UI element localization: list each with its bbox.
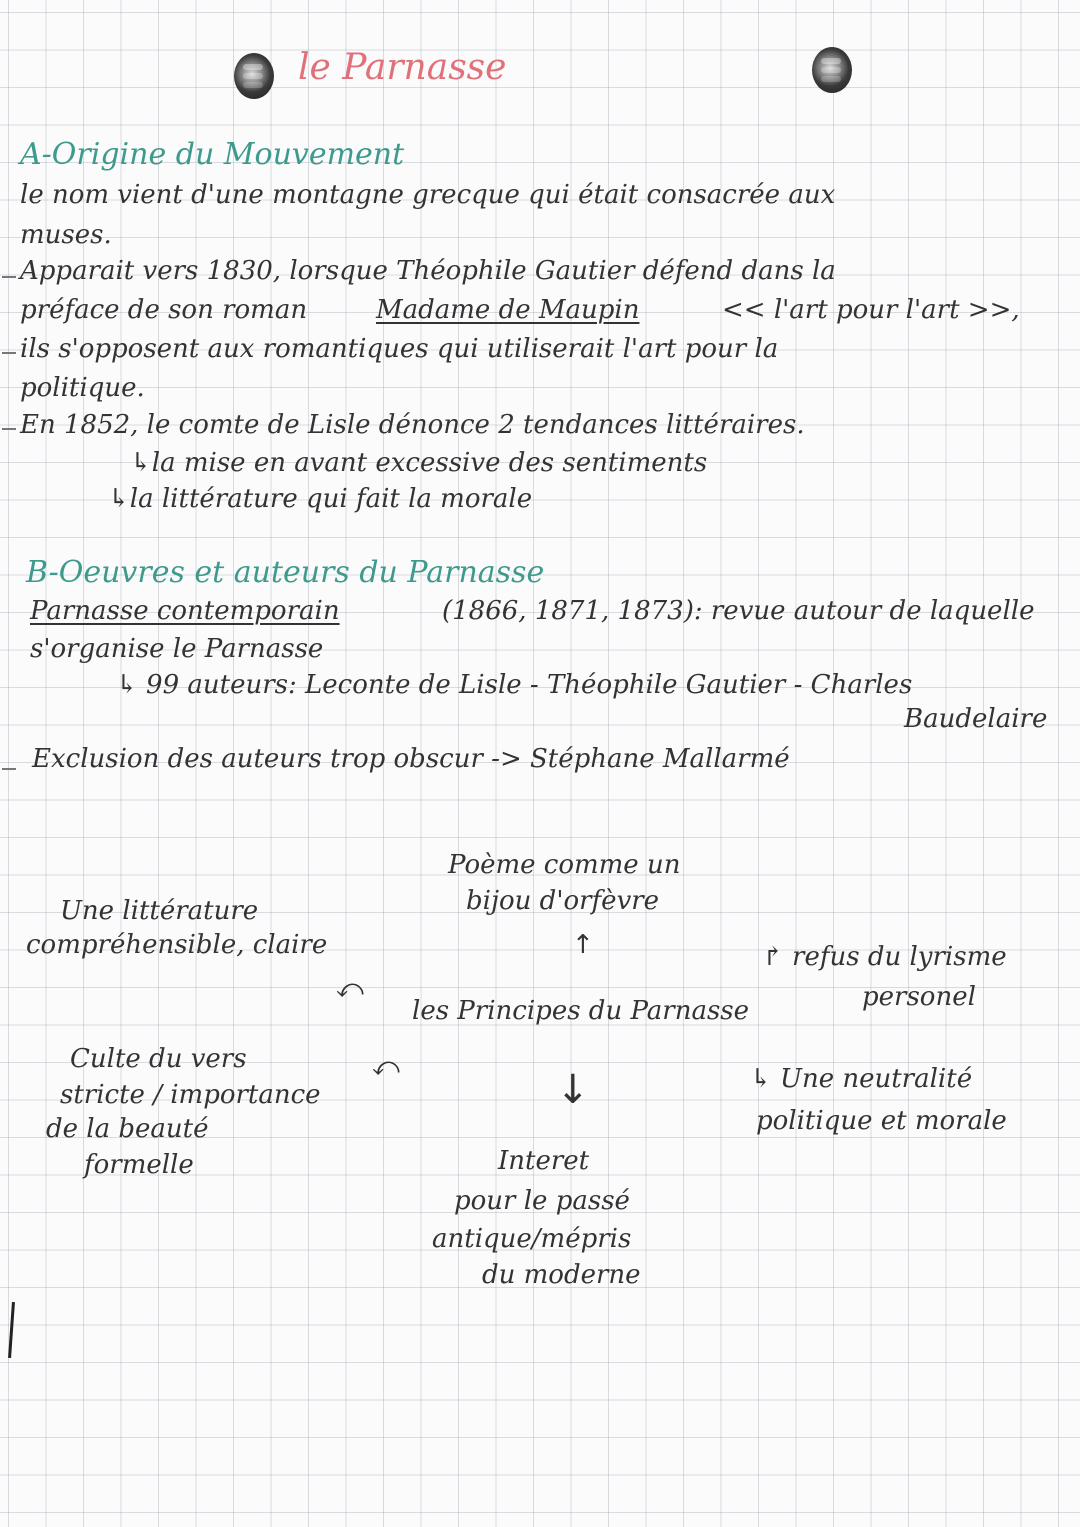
margin-dash [2, 276, 16, 278]
diagram-center: les Principes du Parnasse [412, 996, 750, 1026]
diagram-right-bottom-line-2: politique et morale [756, 1106, 1007, 1136]
section-a-heading: A-Origine du Mouvement [20, 137, 405, 172]
arrow-down-icon: ↓ [556, 1067, 590, 1113]
diagram-bottom-line-1: Interet [498, 1146, 590, 1176]
section-a-line-1: le nom vient d'une montagne grecque qui était consacrée aux [20, 180, 836, 210]
section-b-heading: B-Oeuvres et auteurs du Parnasse [26, 555, 545, 590]
section-a-line-2: muses. [20, 220, 112, 250]
diagram-top-line-2: bijou d'orfèvre [466, 886, 660, 916]
binder-hole-left [234, 53, 274, 99]
section-a-line-3: Apparait vers 1830, lorsque Théophile Gautier défend dans la [20, 256, 836, 286]
diagram-left-bottom-line-1: Culte du vers [70, 1044, 247, 1074]
diagram-bottom-line-4: du moderne [482, 1260, 641, 1290]
tendency-1: ↳la mise en avant excessive des sentiments [130, 448, 708, 478]
arrow-up-icon: ↑ [572, 930, 594, 960]
arrow-curved-left-icon: ⤺ [372, 1052, 400, 1082]
section-a-line-5: ils s'opposent aux romantiques qui utiliserait l'art pour la [20, 334, 779, 364]
page-title: le Parnasse [298, 47, 507, 88]
organise-line: s'organise le Parnasse [30, 634, 324, 664]
diagram-left-bottom-line-2: stricte / importance [60, 1080, 321, 1110]
arrow-curved-left-icon: ⤺ [336, 974, 364, 1004]
section-a-line-4: préface de son roman [20, 295, 308, 325]
novel-title: Madame de Maupin [376, 295, 640, 325]
diagram-right-bottom-line-1: ↳ Une neutralité [750, 1064, 973, 1094]
art-for-art-quote: << l'art pour l'art >>, [722, 295, 1020, 325]
diagram-right-top-line-2: personel [862, 982, 976, 1012]
margin-dash [2, 768, 16, 770]
diagram-right-top-line-1: ↱ refus du lyrisme [762, 942, 1007, 972]
pen-mark [8, 1302, 15, 1358]
margin-dash [2, 352, 16, 354]
binder-hole-right [812, 47, 852, 93]
parnasse-contemporain: Parnasse contemporain [30, 596, 340, 626]
diagram-bottom-line-2: pour le passé [454, 1186, 630, 1216]
diagram-bottom-line-3: antique/mépris [432, 1224, 632, 1254]
section-a-line-7: En 1852, le comte de Lisle dénonce 2 tendances littéraires. [20, 410, 805, 440]
diagram-top-line-1: Poème comme un [448, 850, 681, 880]
exclusion-line: Exclusion des auteurs trop obscur -> Stéphane Mallarmé [32, 744, 790, 774]
diagram-left-bottom-line-4: formelle [84, 1150, 194, 1180]
authors-continued: Baudelaire [904, 704, 1048, 734]
margin-dash [2, 428, 16, 430]
parnasse-dates: (1866, 1871, 1873): revue autour de laquelle [442, 596, 1035, 626]
diagram-left-bottom-line-3: de la beauté [46, 1114, 209, 1144]
tendency-2: ↳la littérature qui fait la morale [108, 484, 533, 514]
authors-line: ↳ 99 auteurs: Leconte de Lisle - Théophile Gautier - Charles [116, 670, 913, 700]
diagram-left-top-line-1: Une littérature [60, 896, 259, 926]
section-a-line-6: politique. [20, 373, 145, 403]
diagram-left-top-line-2: compréhensible, claire [26, 930, 328, 960]
